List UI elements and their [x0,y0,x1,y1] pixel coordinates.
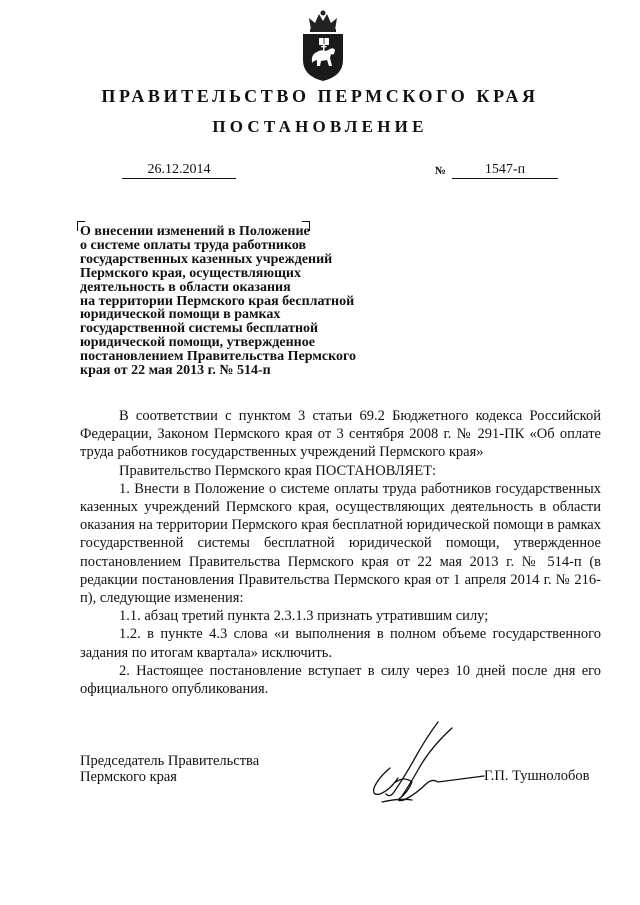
body-paragraph-item-2: 2. Настоящее постановление вступает в силу через 10 дней после дня его официального опубликования. [80,662,601,698]
document-subject [80,225,410,378]
document-body [80,407,601,698]
subject-line: постановлением Правительства Пермского [80,349,356,365]
document-number: 1547-п [452,162,558,179]
number-sign: № [435,165,447,177]
subject-line: юридической помощи в рамках [80,307,281,323]
body-paragraph-item-1: 1. Внести в Положение о системе оплаты труда работников государственных казенных учреждений Пермского края, осуществляющих деятельность в области оказания на территории Пермского края бесплатной юридической помощи в рамках государственной системы бесплатной юридической помощи, утвержденное постановлением Правительства Пермского края от 22 мая 2013 г. № 514-п (в редакции постановления Правительства Пермского края от 1 апреля 2014 г. № 216-п), следующие изменения: [80,480,601,607]
subject-line: о системе оплаты труда работников [80,237,307,253]
subject-line: О внесении изменений в Положение [80,224,310,239]
subject-line: деятельность в области оказания [80,279,291,295]
signer-position [80,753,259,785]
signer-position-line: Пермского края [80,769,177,785]
body-paragraph-resolves: Правительство Пермского края ПОСТАНОВЛЯЕТ: [119,462,437,479]
body-paragraph-item-1-1: 1.1. абзац третий пункта 2.3.1.3 признать утратившим силу; [119,608,489,625]
signer-position-line: Председатель Правительства [80,753,260,769]
subject-line: государственных казенных учреждений [80,251,333,267]
body-paragraph-item-1-2: 1.2. в пункте 4.3 слова «и выполнения в полном объеме государственного задания по итогам квартала» исключить. [80,626,601,661]
subject-line: Пермского края, осуществляющих [80,265,301,281]
body-paragraph-preamble: В соответствии с пунктом 3 статьи 69.2 Бюджетного кодекса Российской Федерации, Законом Пермского края от 3 сентября 2008 г. № 291-ПК «Об оплате труда работников государственных учреждений Пермского края» [80,408,601,461]
document-date: 26.12.2014 [122,162,236,179]
document-type-title: ПОСТАНОВЛЕНИЕ [212,117,428,136]
handwritten-signature-icon [360,718,500,810]
government-title: ПРАВИТЕЛЬСТВО ПЕРМСКОГО КРАЯ [101,86,539,106]
perm-krai-coat-of-arms-icon [299,8,347,82]
subject-line: на территории Пермского края бесплатной [80,293,355,309]
subject-line: юридической помощи, утвержденное [80,335,315,351]
subject-line: государственной системы бесплатной [80,321,319,337]
signer-name: Г.П. Тушнолобов [484,768,590,784]
subject-line: края от 22 мая 2013 г. № 514-п [80,363,271,379]
